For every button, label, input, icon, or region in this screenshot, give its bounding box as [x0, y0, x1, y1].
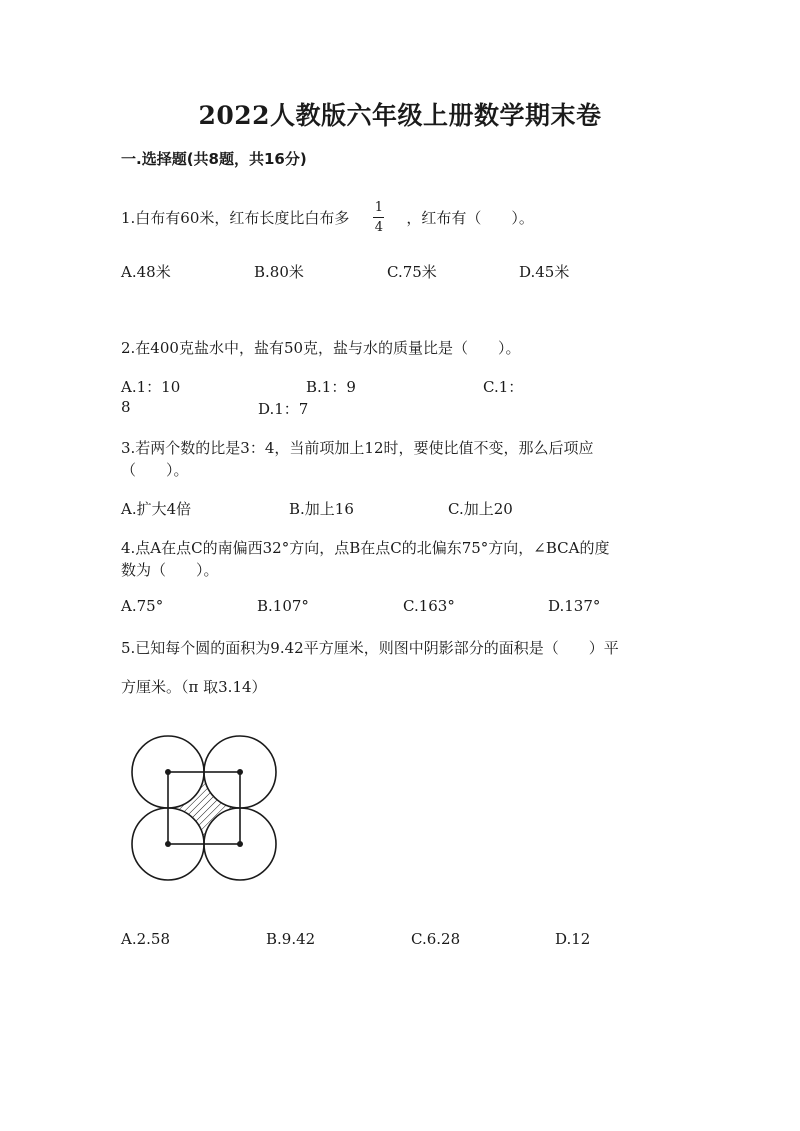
question-2-option-c-wrap: 8 [121, 398, 131, 416]
center-dot-bottom-left [165, 841, 171, 847]
question-1-option-b[interactable]: B.80米 [254, 263, 304, 281]
center-dot-top-right [237, 769, 243, 775]
question-4-stem-line-2: 数为（ ）。 [121, 561, 219, 579]
question-5-stem-line-2: 方厘米。（π 取3.14） [121, 678, 267, 696]
center-dot-top-left [165, 769, 171, 775]
page-title: 2022人教版六年级上册数学期末卷 [198, 101, 602, 130]
question-5-option-b[interactable]: B.9.42 [266, 930, 316, 948]
question-1-fraction [373, 201, 384, 234]
question-3-option-c[interactable]: C.加上20 [448, 500, 513, 518]
question-3-option-b[interactable]: B.加上16 [289, 500, 354, 518]
fraction-bar [373, 217, 384, 218]
question-3-stem-line-1: 3.若两个数的比是3：4，当前项加上12时，要使比值不变，那么后项应 [121, 439, 594, 457]
question-4-stem-line-1: 4.点A在点C的南偏西32°方向，点B在点C的北偏东75°方向，∠BCA的度 [121, 539, 610, 557]
question-4-option-c[interactable]: C.163° [403, 597, 455, 615]
question-1-option-a[interactable]: A.48米 [121, 263, 171, 281]
question-1-text-a: 1.白布有60米，红布长度比白布多 [121, 209, 350, 227]
question-3-option-a[interactable]: A.扩大4倍 [121, 500, 192, 518]
question-1-option-c[interactable]: C.75米 [387, 263, 437, 281]
question-3-stem-line-2: （ ）。 [121, 461, 189, 479]
section-heading: 一.选择题(共8题，共16分) [121, 150, 307, 168]
question-4-option-d[interactable]: D.137° [548, 597, 601, 615]
question-1-option-d[interactable]: D.45米 [519, 263, 570, 281]
question-2-option-c[interactable]: C.1： [483, 378, 524, 396]
four-circles-figure [122, 725, 282, 890]
question-1-text-b: ，红布有（ ）。 [406, 209, 534, 227]
center-dot-bottom-right [237, 841, 243, 847]
question-5-option-c[interactable]: C.6.28 [411, 930, 461, 948]
question-5-option-a[interactable]: A.2.58 [121, 930, 170, 948]
question-2-option-b[interactable]: B.1：9 [306, 378, 356, 396]
fraction-numerator: 1 [374, 200, 384, 215]
question-1-stem [121, 201, 534, 234]
question-2-option-a[interactable]: A.1：10 [121, 378, 181, 396]
question-2-stem: 2.在400克盐水中，盐有50克，盐与水的质量比是（ ）。 [121, 339, 521, 357]
fraction-denominator: 4 [374, 220, 384, 235]
shaded-region-hatch [168, 772, 240, 844]
question-5-stem-line-1: 5.已知每个圆的面积为9.42平方厘米，则图中阴影部分的面积是（ ）平 [121, 639, 619, 657]
question-4-option-a[interactable]: A.75° [121, 597, 164, 615]
question-2-option-d[interactable]: D.1：7 [258, 400, 309, 418]
question-4-option-b[interactable]: B.107° [257, 597, 309, 615]
question-5-option-d[interactable]: D.12 [555, 930, 591, 948]
